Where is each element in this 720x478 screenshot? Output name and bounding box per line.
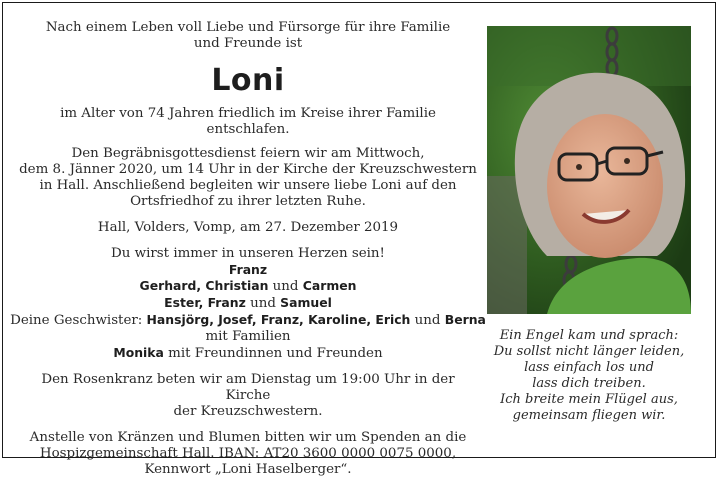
conjunction: und <box>272 279 299 294</box>
poem-line-6: gemeinsam fliegen wir. <box>512 408 666 423</box>
mourner-line-monika <box>18 345 478 362</box>
rosary-line-2: der Kreuzschwestern. <box>173 404 323 419</box>
donation-line-1: Anstelle von Kränzen und Blumen bitten wir um Spenden an die <box>29 430 467 445</box>
siblings-prefix: Deine Geschwister: <box>10 313 143 328</box>
monika-suffix: mit Freundinnen und Freunden <box>168 346 383 361</box>
mourner-line-siblings <box>8 312 488 329</box>
poem-line-5: Ich breite mein Flügel aus, <box>500 392 678 407</box>
obituary-text <box>10 20 486 478</box>
funeral-line-2: dem 8. Jänner 2020, um 14 Uhr in der Kirche der Kreuzschwestern <box>19 162 477 177</box>
conjunction: und <box>414 313 441 328</box>
poem <box>487 328 691 424</box>
conjunction: und <box>250 296 276 311</box>
poem-line-2: Du sollst nicht länger leiden, <box>493 344 685 359</box>
mourner-line-ester <box>18 295 478 312</box>
deceased-name: Loni <box>211 63 285 98</box>
mourner-gerhard-christian: Gerhard, Christian <box>139 278 269 293</box>
donation-line-2: Hospizgemeinschaft Hall. IBAN: AT20 3600 0000 0075 0000, <box>39 446 457 461</box>
poem-line-1: Ein Engel kam und sprach: <box>499 328 679 343</box>
place-date: Hall, Volders, Vomp, am 27. Dezember 2019 <box>97 220 399 235</box>
funeral-line-3: in Hall. Anschließend begleiten wir unsere liebe Loni auf den <box>39 178 457 193</box>
age-line: im Alter von 74 Jahren friedlich im Kreise ihrer Familie entschlafen. <box>60 106 436 137</box>
mourner-line-gerhard <box>18 278 478 295</box>
mourner-monika: Monika <box>113 345 164 360</box>
rosary-line-1: Den Rosenkranz beten wir am Dienstag um 19:00 Uhr in der Kirche <box>41 372 455 403</box>
funeral-line-1: Den Begräbnisgottesdienst feiern wir am Mittwoch, <box>71 146 425 161</box>
donation-line-3: Kennwort „Loni Haselberger“. <box>144 462 352 477</box>
poem-line-4: lass dich treiben. <box>532 376 646 391</box>
mourner-franz: Franz <box>228 262 268 277</box>
mourner-ester-franz: Ester, Franz <box>164 295 246 310</box>
mourner-carmen: Carmen <box>302 278 357 293</box>
funeral-line-4: Ortsfriedhof zu ihrer letzten Ruhe. <box>130 194 366 209</box>
mit-familien: mit Familien <box>205 329 291 344</box>
intro-line-2: und Freunde ist <box>193 36 303 51</box>
intro-line-1: Nach einem Leben voll Liebe und Fürsorge für ihre Familie <box>45 20 451 35</box>
portrait-photo <box>487 26 691 314</box>
poem-line-3: lass einfach los und <box>524 360 654 375</box>
mourner-samuel: Samuel <box>280 295 332 310</box>
siblings-names: Hansjörg, Josef, Franz, Karoline, Erich <box>146 312 411 327</box>
portrait-image <box>487 26 691 314</box>
heart-line: Du wirst immer in unseren Herzen sein! <box>111 246 385 261</box>
mourner-berna: Berna <box>444 312 486 327</box>
